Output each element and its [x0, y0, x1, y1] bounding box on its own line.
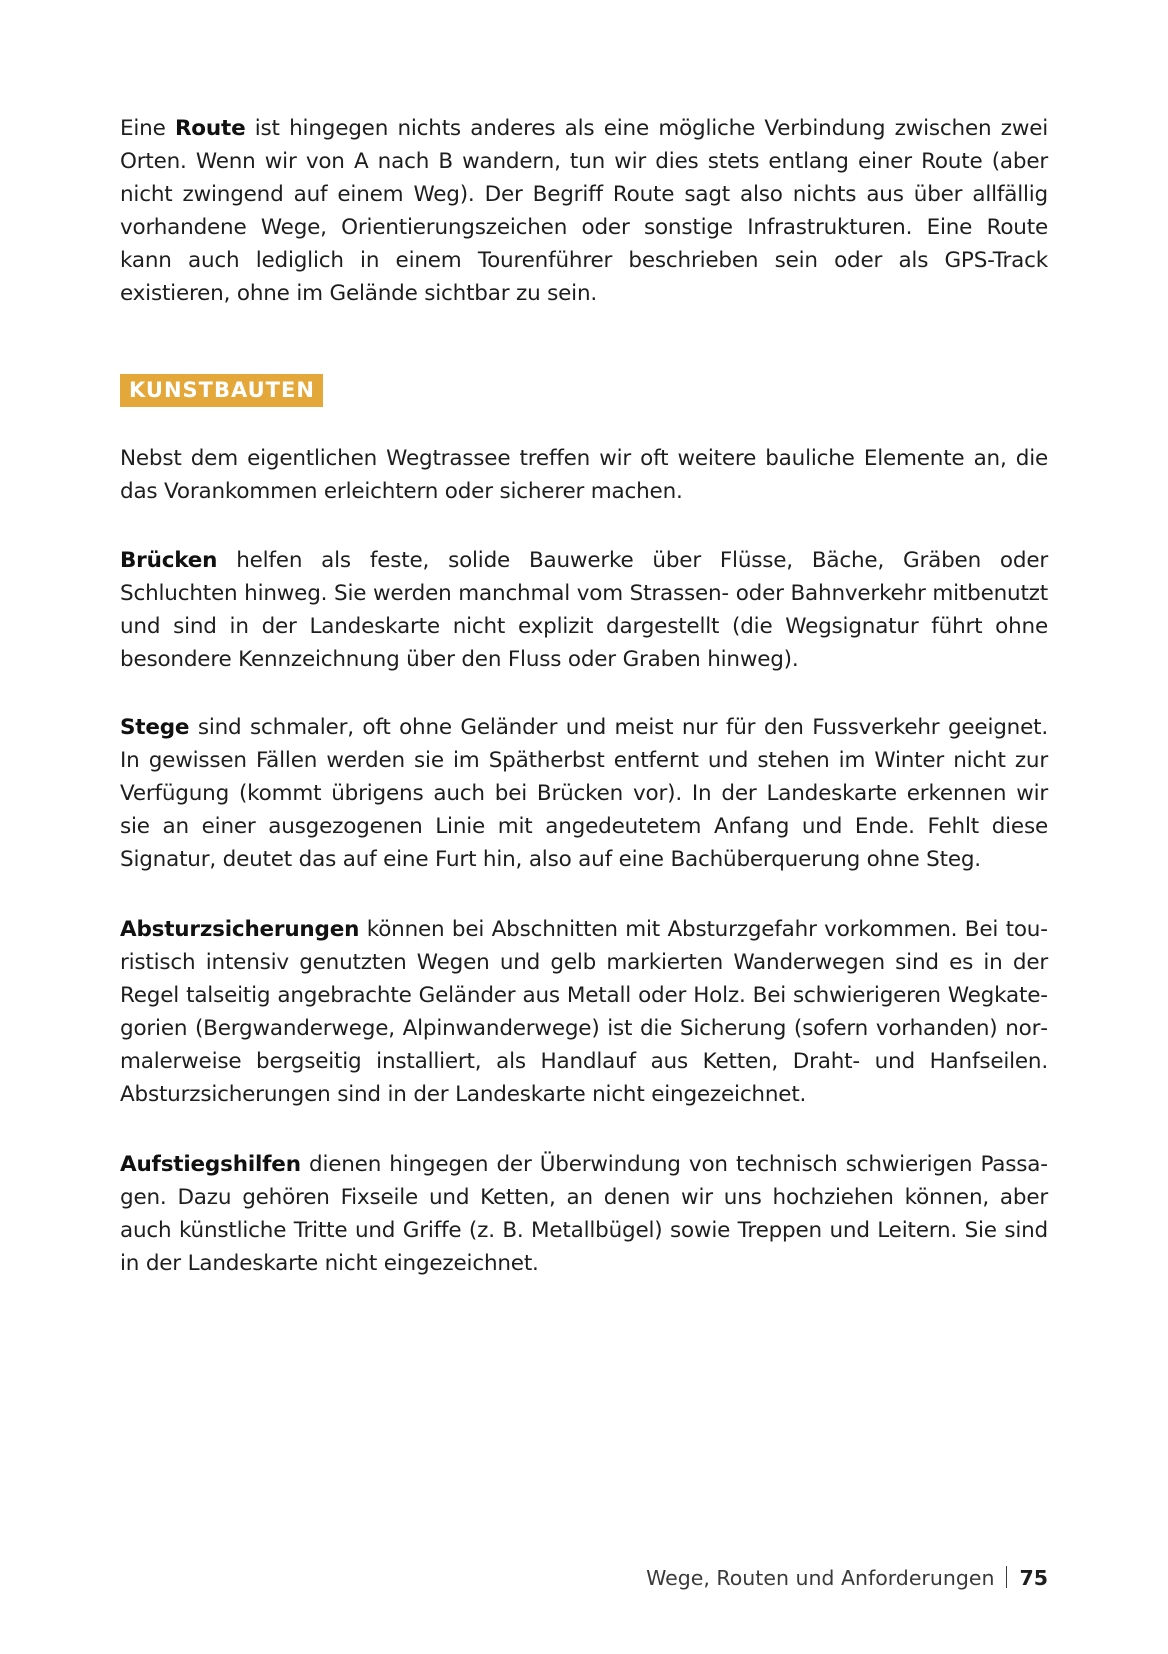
paragraph-absturzsicherungen — [120, 913, 1048, 1111]
section-heading: KUNSTBAUTEN — [120, 374, 323, 407]
term-absturzsicherungen: Absturzsicherungen — [120, 917, 360, 942]
term-route: Route — [174, 116, 246, 141]
paragraph-stege — [120, 711, 1048, 876]
paragraph-body: sind schmaler, oft ohne Geländer und meist nur für den Fussverkehr geeignet. In gewissen Fällen werden sie im Spätherbst entfernt und stehen im Winter nicht zur Verfügung (kommt übrigens auch bei Brücken vor). In der Landeskarte erkennen wir sie an einer ausgezogenen Linie mit angedeutetem Anfang und Ende. Fehlt diese Signatur, deutet das auf eine Furt hin, also auf eine Bachüberquerung ohne Steg. — [120, 715, 1048, 872]
paragraph-lead: Eine — [120, 116, 175, 141]
page-number: 75 — [1019, 1566, 1048, 1590]
paragraph-body: dienen hingegen der Überwindung von technisch schwierigen Passagen. Dazu gehören Fixseile und Ketten, an denen wir uns hochziehen können, aber auch künstliche Tritte und Griffe (z. B. Metallbügel) sowie Treppen und Leitern. Sie sind in der Landeskarte nicht eingezeichnet. — [120, 1152, 1048, 1276]
paragraph-route — [120, 112, 1048, 310]
paragraph-body: Nebst dem eigentlichen Wegtrassee treffen wir oft weitere bauliche Elemente an, die das Vorankommen erleichtern oder sicherer machen. — [120, 446, 1048, 504]
page-footer — [646, 1563, 1048, 1593]
paragraph-intro — [120, 442, 1048, 508]
paragraph-aufstiegshilfen — [120, 1148, 1048, 1280]
term-aufstiegshilfen: Aufstiegshilfen — [120, 1152, 301, 1177]
paragraph-body: helfen als feste, solide Bauwerke über Flüsse, Bäche, Gräben oder Schluchten hinweg. Sie werden manchmal vom Strassen- oder Bahnverkehr mitbenutzt und sind in der Landeskarte nicht explizit dargestellt (die Wegsignatur führt ohne besondere Kennzeichnung über den Fluss oder Graben hinweg). — [120, 548, 1048, 672]
paragraph-bruecken — [120, 544, 1048, 676]
footer-chapter-title: Wege, Routen und Anforderungen — [646, 1566, 995, 1590]
section-heading-wrapper — [120, 374, 323, 407]
term-stege: Stege — [120, 715, 190, 740]
term-bruecken: Brücken — [120, 548, 218, 573]
paragraph-body: ist hingegen nichts anderes als eine mögliche Verbindung zwischen zwei Orten. Wenn wir von A nach B wandern, tun wir dies stets entlang einer Route (aber nicht zwingend auf einem Weg). Der Begriff Route sagt also nichts aus über allfällig vorhandene Wege, Orientierungszeichen oder sonstige Infrastrukturen. Eine Route kann auch lediglich in einem Tourenführer beschrieben sein oder als GPS-Track existieren, ohne im Gelände sichtbar zu sein. — [120, 116, 1049, 306]
paragraph-body: können bei Abschnitten mit Absturzgefahr vorkommen. Bei touristisch intensiv genutzten Wegen und gelb markierten Wanderwegen sind es in der Regel talseitig angebrachte Geländer aus Metall oder Holz. Bei schwierigeren Wegkategorien (Bergwanderwege, Alpinwanderwege) ist die Sicherung (sofern vorhanden) normalerweise bergseitig installiert, als Handlauf aus Ketten, Draht- und Hanfseilen. Absturzsicherungen sind in der Landeskarte nicht eingezeichnet. — [120, 917, 1048, 1107]
footer-separator — [1006, 1566, 1007, 1588]
